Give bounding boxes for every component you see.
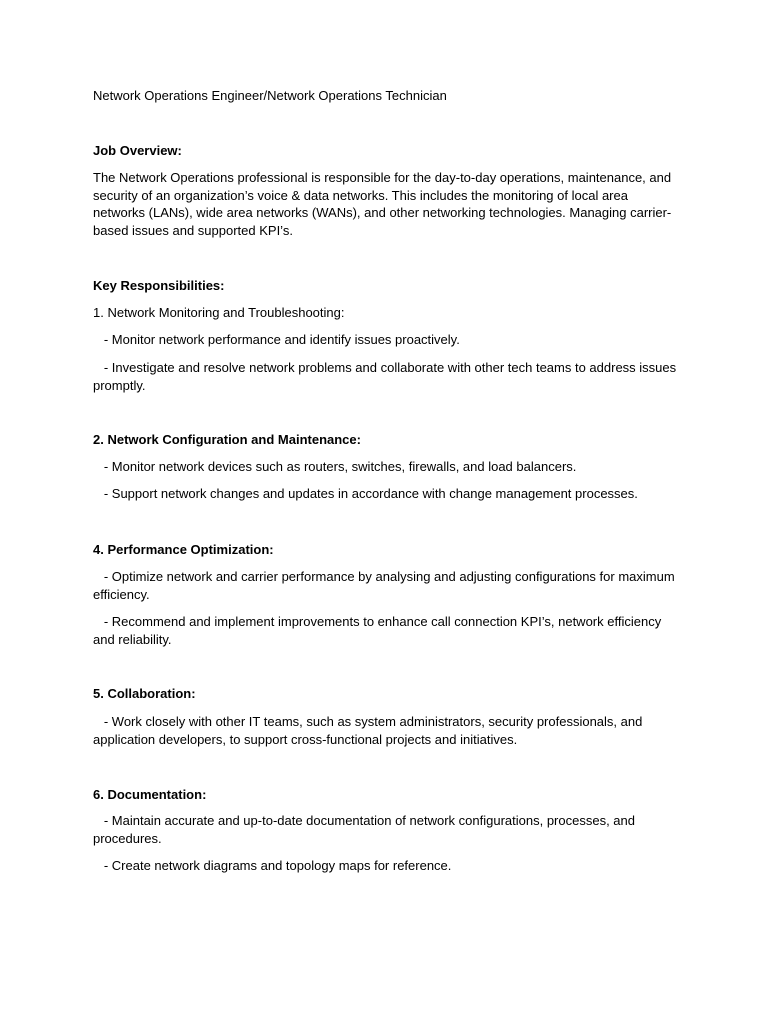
bullet-item: - Monitor network performance and identify issues proactively.	[93, 332, 460, 347]
bullet-item: - Support network changes and updates in accordance with change management processes.	[93, 486, 638, 501]
overview-heading: Job Overview:	[93, 143, 182, 158]
document-title: Network Operations Engineer/Network Operations Technician	[93, 88, 447, 103]
bullet-item: - Create network diagrams and topology maps for reference.	[93, 858, 452, 873]
overview-paragraph: The Network Operations professional is responsible for the day-to-day operations, maintenance, and security of an organization’s voice & data networks. This includes the monitoring of local area networks (LANs), wide area networks (WANs), and other networking technologies. Managing carrier-based issues and supported KPI’s.	[93, 170, 672, 238]
section-heading: 4. Performance Optimization:	[93, 542, 274, 557]
section-heading: 5. Collaboration:	[93, 686, 196, 701]
bullet-item: - Monitor network devices such as routers, switches, firewalls, and load balancers.	[93, 459, 577, 474]
section-heading: 1. Network Monitoring and Troubleshooting:	[93, 305, 345, 320]
section-heading: 6. Documentation:	[93, 787, 207, 802]
responsibilities-heading: Key Responsibilities:	[93, 278, 225, 293]
bullet-item: - Optimize network and carrier performance by analysing and adjusting configurations for maximum efficiency.	[93, 569, 679, 602]
bullet-item: - Recommend and implement improvements to enhance call connection KPI’s, network efficiency and reliability.	[93, 614, 665, 647]
bullet-item: - Maintain accurate and up-to-date documentation of network configurations, processes, and procedures.	[93, 813, 639, 846]
bullet-item: - Investigate and resolve network problems and collaborate with other tech teams to address issues promptly.	[93, 360, 680, 393]
section-heading: 2. Network Configuration and Maintenance:	[93, 432, 361, 447]
bullet-item: - Work closely with other IT teams, such as system administrators, security professionals, and application developers, to support cross-functional projects and initiatives.	[93, 714, 646, 747]
